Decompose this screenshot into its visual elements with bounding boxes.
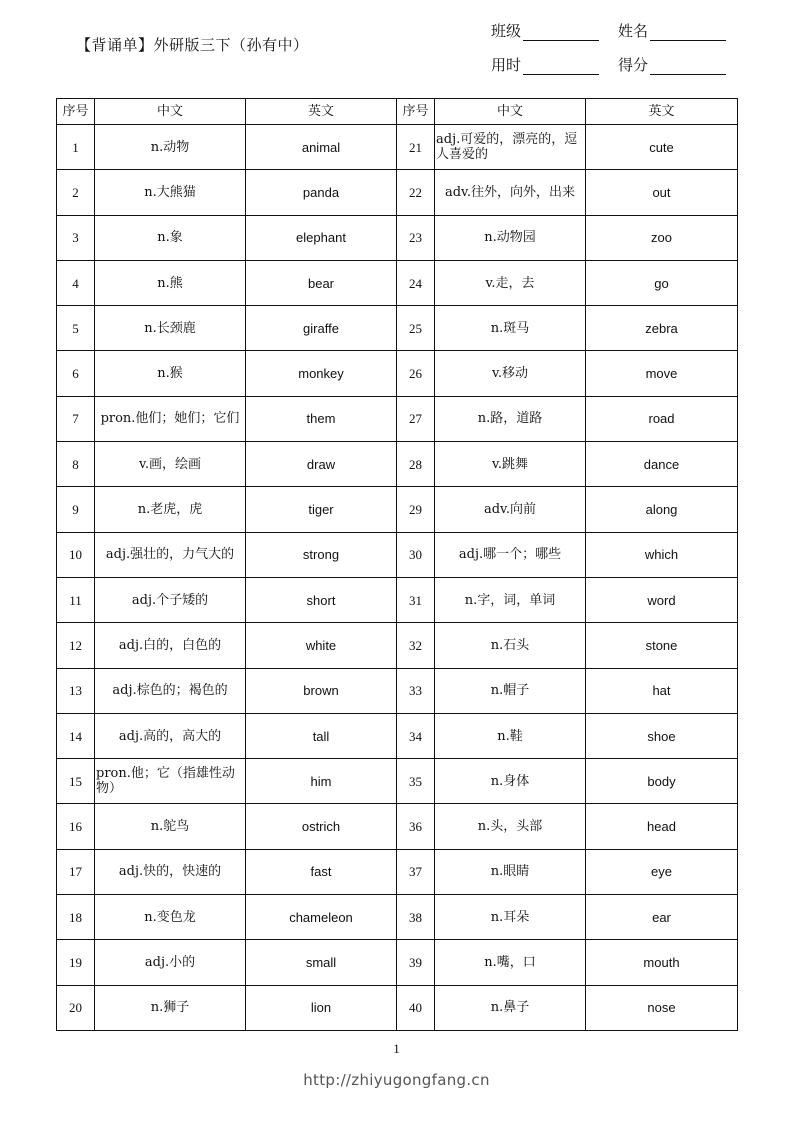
english-word-cell: strong — [246, 532, 397, 577]
english-word-cell: tiger — [246, 487, 397, 532]
row-index-cell: 1 — [57, 125, 95, 170]
row-index-cell: 38 — [397, 895, 435, 940]
row-index-cell: 24 — [397, 260, 435, 305]
chinese-meaning-cell: n.象 — [95, 215, 246, 260]
table-row — [57, 306, 738, 351]
row-index-cell: 36 — [397, 804, 435, 849]
chinese-meaning-cell: adj.可爱的，漂亮的，逗人喜爱的 — [435, 125, 586, 170]
row-index-cell: 5 — [57, 306, 95, 351]
chinese-meaning-cell: adv.向前 — [435, 487, 586, 532]
table-row — [57, 713, 738, 758]
table-row — [57, 804, 738, 849]
row-index-cell: 2 — [57, 170, 95, 215]
time-label: 用时 — [491, 56, 522, 74]
table-row — [57, 668, 738, 713]
english-word-cell: move — [586, 351, 738, 396]
time-field — [491, 54, 599, 75]
row-index-cell: 15 — [57, 759, 95, 804]
english-word-cell: body — [586, 759, 738, 804]
english-word-cell: chameleon — [246, 895, 397, 940]
english-word-cell: shoe — [586, 713, 738, 758]
name-field — [618, 20, 726, 41]
english-word-cell: cute — [586, 125, 738, 170]
english-word-cell: monkey — [246, 351, 397, 396]
english-word-cell: head — [586, 804, 738, 849]
chinese-meaning-cell: v.跳舞 — [435, 442, 586, 487]
col-header-english: 英文 — [586, 99, 738, 125]
row-index-cell: 33 — [397, 668, 435, 713]
english-word-cell: along — [586, 487, 738, 532]
chinese-meaning-cell: v.走，去 — [435, 260, 586, 305]
row-index-cell: 14 — [57, 713, 95, 758]
english-word-cell: go — [586, 260, 738, 305]
chinese-meaning-cell: n.身体 — [435, 759, 586, 804]
row-index-cell: 28 — [397, 442, 435, 487]
chinese-meaning-cell: n.耳朵 — [435, 895, 586, 940]
english-word-cell: dance — [586, 442, 738, 487]
table-row — [57, 759, 738, 804]
row-index-cell: 4 — [57, 260, 95, 305]
footer-url[interactable]: http://zhiyugongfang.cn — [303, 1071, 490, 1089]
chinese-meaning-cell: n.眼睛 — [435, 849, 586, 894]
row-index-cell: 18 — [57, 895, 95, 940]
row-index-cell: 9 — [57, 487, 95, 532]
english-word-cell: them — [246, 396, 397, 441]
table-header-row — [57, 99, 738, 125]
row-index-cell: 23 — [397, 215, 435, 260]
english-word-cell: stone — [586, 623, 738, 668]
chinese-meaning-cell: n.鸵鸟 — [95, 804, 246, 849]
chinese-meaning-cell: n.帽子 — [435, 668, 586, 713]
english-word-cell: brown — [246, 668, 397, 713]
chinese-meaning-cell: n.动物园 — [435, 215, 586, 260]
chinese-meaning-cell: pron.他们；她们；它们 — [95, 396, 246, 441]
row-index-cell: 35 — [397, 759, 435, 804]
english-word-cell: white — [246, 623, 397, 668]
chinese-meaning-cell: adj.棕色的；褐色的 — [95, 668, 246, 713]
table-row — [57, 351, 738, 396]
score-field — [618, 54, 726, 75]
score-label: 得分 — [618, 56, 649, 74]
table-row — [57, 895, 738, 940]
english-word-cell: zebra — [586, 306, 738, 351]
row-index-cell: 37 — [397, 849, 435, 894]
english-word-cell: ostrich — [246, 804, 397, 849]
class-label: 班级 — [491, 22, 522, 40]
chinese-meaning-cell: n.狮子 — [95, 985, 246, 1030]
table-row — [57, 487, 738, 532]
chinese-meaning-cell: adv.往外，向外，出来 — [435, 170, 586, 215]
name-label: 姓名 — [618, 22, 649, 40]
row-index-cell: 22 — [397, 170, 435, 215]
table-row — [57, 125, 738, 170]
row-index-cell: 26 — [397, 351, 435, 396]
row-index-cell: 29 — [397, 487, 435, 532]
english-word-cell: tall — [246, 713, 397, 758]
chinese-meaning-cell: adj.哪一个；哪些 — [435, 532, 586, 577]
english-word-cell: hat — [586, 668, 738, 713]
chinese-meaning-cell: n.动物 — [95, 125, 246, 170]
english-word-cell: him — [246, 759, 397, 804]
table-body — [57, 125, 738, 1031]
row-index-cell: 32 — [397, 623, 435, 668]
page-title: 【背诵单】外研版三下（孙有中） — [76, 36, 309, 54]
english-word-cell: elephant — [246, 215, 397, 260]
page-number: 1 — [393, 1041, 400, 1056]
row-index-cell: 25 — [397, 306, 435, 351]
time-blank[interactable] — [523, 60, 599, 75]
english-word-cell: small — [246, 940, 397, 985]
row-index-cell: 11 — [57, 577, 95, 622]
chinese-meaning-cell: n.熊 — [95, 260, 246, 305]
row-index-cell: 27 — [397, 396, 435, 441]
english-word-cell: short — [246, 577, 397, 622]
row-index-cell: 20 — [57, 985, 95, 1030]
english-word-cell: ear — [586, 895, 738, 940]
row-index-cell: 6 — [57, 351, 95, 396]
row-index-cell: 19 — [57, 940, 95, 985]
row-index-cell: 8 — [57, 442, 95, 487]
table-row — [57, 170, 738, 215]
col-header-english: 英文 — [246, 99, 397, 125]
chinese-meaning-cell: n.字，词，单词 — [435, 577, 586, 622]
row-index-cell: 39 — [397, 940, 435, 985]
score-blank[interactable] — [650, 60, 726, 75]
chinese-meaning-cell: v.画，绘画 — [95, 442, 246, 487]
row-index-cell: 30 — [397, 532, 435, 577]
chinese-meaning-cell: adj.个子矮的 — [95, 577, 246, 622]
chinese-meaning-cell: n.石头 — [435, 623, 586, 668]
english-word-cell: draw — [246, 442, 397, 487]
english-word-cell: nose — [586, 985, 738, 1030]
chinese-meaning-cell: adj.快的，快速的 — [95, 849, 246, 894]
table-row — [57, 532, 738, 577]
english-word-cell: panda — [246, 170, 397, 215]
row-index-cell: 7 — [57, 396, 95, 441]
row-index-cell: 34 — [397, 713, 435, 758]
chinese-meaning-cell: n.大熊猫 — [95, 170, 246, 215]
chinese-meaning-cell: n.猴 — [95, 351, 246, 396]
table-row — [57, 940, 738, 985]
english-word-cell: road — [586, 396, 738, 441]
chinese-meaning-cell: n.鼻子 — [435, 985, 586, 1030]
table-row — [57, 849, 738, 894]
english-word-cell: which — [586, 532, 738, 577]
col-header-index: 序号 — [397, 99, 435, 125]
row-index-cell: 17 — [57, 849, 95, 894]
chinese-meaning-cell: adj.小的 — [95, 940, 246, 985]
chinese-meaning-cell: adj.高的，高大的 — [95, 713, 246, 758]
english-word-cell: animal — [246, 125, 397, 170]
chinese-meaning-cell: pron.他；它（指雄性动物） — [95, 759, 246, 804]
chinese-meaning-cell: adj.强壮的，力气大的 — [95, 532, 246, 577]
row-index-cell: 12 — [57, 623, 95, 668]
chinese-meaning-cell: adj.白的，白色的 — [95, 623, 246, 668]
row-index-cell: 3 — [57, 215, 95, 260]
chinese-meaning-cell: n.鞋 — [435, 713, 586, 758]
col-header-chinese: 中文 — [435, 99, 586, 125]
chinese-meaning-cell: v.移动 — [435, 351, 586, 396]
chinese-meaning-cell: n.老虎，虎 — [95, 487, 246, 532]
row-index-cell: 40 — [397, 985, 435, 1030]
english-word-cell: lion — [246, 985, 397, 1030]
table-row — [57, 623, 738, 668]
table-row — [57, 215, 738, 260]
table-row — [57, 396, 738, 441]
vocabulary-table — [56, 98, 738, 1031]
english-word-cell: zoo — [586, 215, 738, 260]
col-header-index: 序号 — [57, 99, 95, 125]
english-word-cell: word — [586, 577, 738, 622]
chinese-meaning-cell: n.长颈鹿 — [95, 306, 246, 351]
row-index-cell: 16 — [57, 804, 95, 849]
name-blank[interactable] — [650, 26, 726, 41]
class-field — [491, 20, 599, 41]
table-row — [57, 577, 738, 622]
english-word-cell: out — [586, 170, 738, 215]
row-index-cell: 21 — [397, 125, 435, 170]
row-index-cell: 31 — [397, 577, 435, 622]
table-row — [57, 442, 738, 487]
english-word-cell: giraffe — [246, 306, 397, 351]
chinese-meaning-cell: n.变色龙 — [95, 895, 246, 940]
col-header-chinese: 中文 — [95, 99, 246, 125]
class-blank[interactable] — [523, 26, 599, 41]
chinese-meaning-cell: n.斑马 — [435, 306, 586, 351]
table-row — [57, 260, 738, 305]
row-index-cell: 10 — [57, 532, 95, 577]
chinese-meaning-cell: n.嘴，口 — [435, 940, 586, 985]
chinese-meaning-cell: n.路，道路 — [435, 396, 586, 441]
chinese-meaning-cell: n.头，头部 — [435, 804, 586, 849]
row-index-cell: 13 — [57, 668, 95, 713]
english-word-cell: fast — [246, 849, 397, 894]
english-word-cell: eye — [586, 849, 738, 894]
english-word-cell: bear — [246, 260, 397, 305]
table-row — [57, 985, 738, 1030]
english-word-cell: mouth — [586, 940, 738, 985]
